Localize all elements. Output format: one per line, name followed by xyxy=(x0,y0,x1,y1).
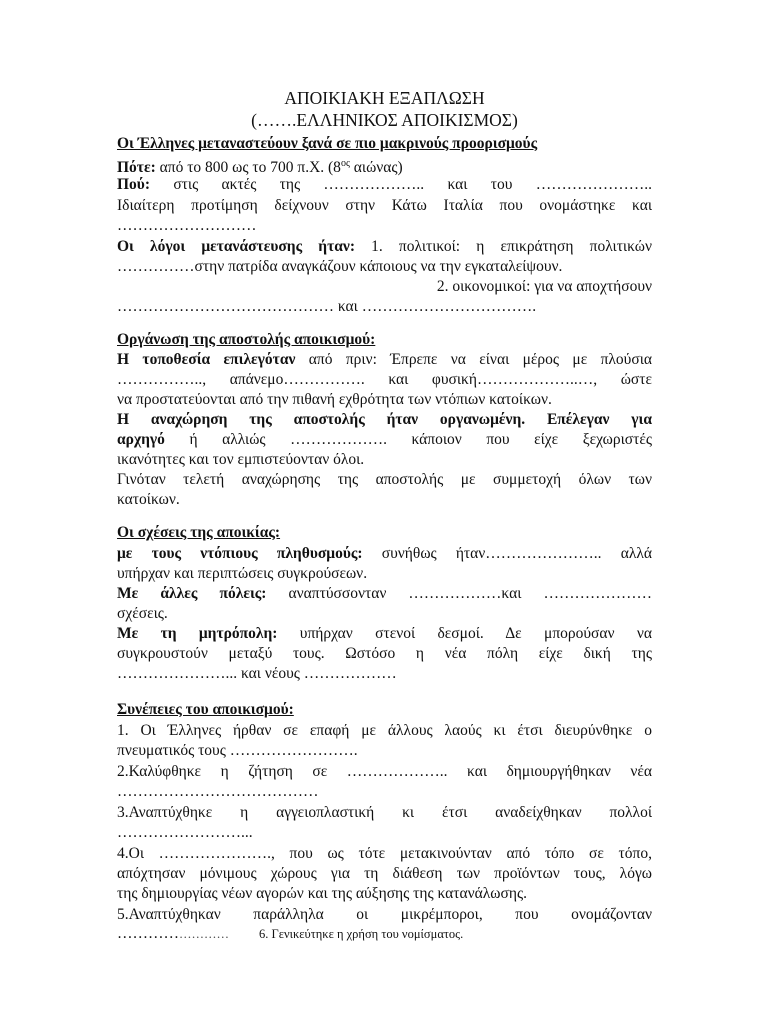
con-line-5a: 5.Αναπτύχθηκαν παράλληλα οι μικρέμποροι, που ονομάζονταν xyxy=(117,906,652,923)
intro-heading-text: Οι Έλληνες μεταναστεύουν ξανά σε πιο μακρινούς προορισμούς xyxy=(117,135,538,152)
rel-line-6: συγκρουστούν μεταξύ τους. Ωστόσο η νέα πόλη είχε δική της xyxy=(117,645,652,662)
rel-line-4: σχέσεις. xyxy=(117,605,168,622)
con-line-2b: ………………………………… xyxy=(117,783,319,800)
pote-end: αιώνας) xyxy=(349,159,403,177)
org-line-6: ικανότητες και τον εμπιστεύονταν όλοι. xyxy=(117,451,365,468)
org-bold-1: Η τοποθεσία επιλεγόταν xyxy=(117,351,296,368)
pou-line xyxy=(117,175,652,195)
org-text-1: από πριν: Έπρεπε να είναι μέρος με πλούσια xyxy=(295,351,652,368)
rel-line-2: υπήρχαν και περιπτώσεις συγκρούσεων. xyxy=(117,565,368,582)
con-heading xyxy=(117,700,652,720)
con-line-4c: της δημιουργίας νέων αγορών και της αύξησης της κατανάλωσης. xyxy=(117,885,527,902)
rel-line-7: …………………... και νέους ……………… xyxy=(117,665,397,682)
con-line-6: 6. Γενικεύτηκε η χρήση του νομίσματος. xyxy=(259,927,464,941)
org-line-3: να προστατεύονται από την πιθανή εχθρότητα των ντόπιων κατοίκων. xyxy=(117,391,552,408)
rel-line-1 xyxy=(117,544,652,564)
rel-text-1: συνήθως ήταν………………….. αλλά xyxy=(362,545,652,562)
org-line-8: κατοίκων. xyxy=(117,491,180,508)
con-line-1a: 1. Οι Έλληνες ήρθαν σε επαφή με άλλους λαούς κι έτσι διευρύνθηκε ο xyxy=(117,722,652,739)
rel-heading-text: Οι σχέσεις της αποικίας: xyxy=(117,524,281,541)
org-text-5: ή αλλιώς ………………. κάποιον που είχε ξεχωριστές xyxy=(164,431,652,448)
logoi-line-2: ……………στην πατρίδα αναγκάζουν κάποιους να την εγκαταλείψουν. xyxy=(117,258,563,275)
pou-line-2: Ιδιαίτερη προτίμηση δείχνουν στην Κάτω Ιταλία που ονομάστηκε και xyxy=(117,197,652,214)
logoi-line-4: …………………………………… και ……………………………. xyxy=(117,298,537,315)
pou-line-3: ……………………… xyxy=(117,217,257,234)
org-bold-4: Η αναχώρηση της αποστολής ήταν οργανωμένη. Επέλεγαν για xyxy=(117,411,652,428)
title-line-1: ΑΠΟΙΚΙΑΚΗ ΕΞΑΠΛΩΣΗ xyxy=(284,88,485,108)
con-line-5b xyxy=(117,924,652,944)
org-line-4 xyxy=(117,410,652,430)
pou-label: Πού: xyxy=(117,176,151,193)
con-line-1b: πνευματικός τους ……………………. xyxy=(117,742,358,759)
pote-label: Πότε: xyxy=(117,159,156,177)
con-line-3a: 3.Αναπτύχθηκε η αγγειοπλαστική κι έτσι αναδείχθηκαν πολλοί xyxy=(117,804,652,821)
org-line-5 xyxy=(117,430,652,450)
org-heading-text: Οργάνωση της αποστολής αποικισμού: xyxy=(117,331,376,348)
con-line-3b: ……………………... xyxy=(117,824,253,841)
rel-text-5: υπήρχαν στενοί δεσμοί. Δε μπορούσαν να xyxy=(277,625,652,642)
rel-heading xyxy=(117,523,652,543)
con-line-4b: απόχτησαν μόνιμους χώρους για τη διάθεση των προϊόντων τους, λόγω xyxy=(117,865,652,882)
org-line-7: Γινόταν τελετή αναχώρησης της αποστολής με συμμετοχή όλων των xyxy=(117,471,652,488)
rel-text-3: αναπτύσσονταν ………………και ………………… xyxy=(266,585,652,602)
org-heading xyxy=(117,330,652,350)
rel-line-3 xyxy=(117,584,652,604)
logoi-label: Οι λόγοι μετανάστευσης ήταν: xyxy=(117,238,355,255)
pote-sup: ος xyxy=(340,158,350,169)
org-bold-5: αρχηγό xyxy=(117,431,165,448)
logoi-line-3: 2. οικονομικοί: για να αποχτήσουν xyxy=(436,278,652,295)
pote-text: από το 800 ως το 700 π.Χ. (8 xyxy=(155,159,341,177)
rel-bold-5: Με τη μητρόπολη: xyxy=(117,625,278,642)
rel-bold-1: με τους ντόπιους πληθυσμούς: xyxy=(117,545,363,562)
rel-bold-3: Με άλλες πόλεις: xyxy=(117,585,267,602)
rel-line-5 xyxy=(117,624,652,644)
con-line-4a: 4.Οι …………………., που ως τότε μετακινούνταν από τόπο σε τόπο, xyxy=(117,845,652,862)
pou-text: στις ακτές της ……………….. και του ………………….. xyxy=(150,176,652,193)
intro-heading xyxy=(117,134,652,154)
con-line-2a: 2.Καλύφθηκε η ζήτηση σε ……………….. και δημιουργήθηκαν νέα xyxy=(117,763,652,780)
con-5b-dots-bold: ………… xyxy=(117,925,179,942)
org-line-2: …………….., απάνεμο……………. και φυσική………………..…, ώστε xyxy=(117,371,652,388)
logoi-line xyxy=(117,237,652,257)
title-line-2: (…….ΕΛΛΗΝΙΚΟΣ ΑΠΟΙΚΙΣΜΟΣ) xyxy=(251,110,518,130)
logoi-text: 1. πολιτικοί: η επικράτηση πολιτικών xyxy=(354,238,652,255)
con-heading-text: Συνέπειες του αποικισμού: xyxy=(117,701,294,718)
con-5b-dots-light: ………… xyxy=(179,927,229,941)
org-line-1 xyxy=(117,350,652,370)
